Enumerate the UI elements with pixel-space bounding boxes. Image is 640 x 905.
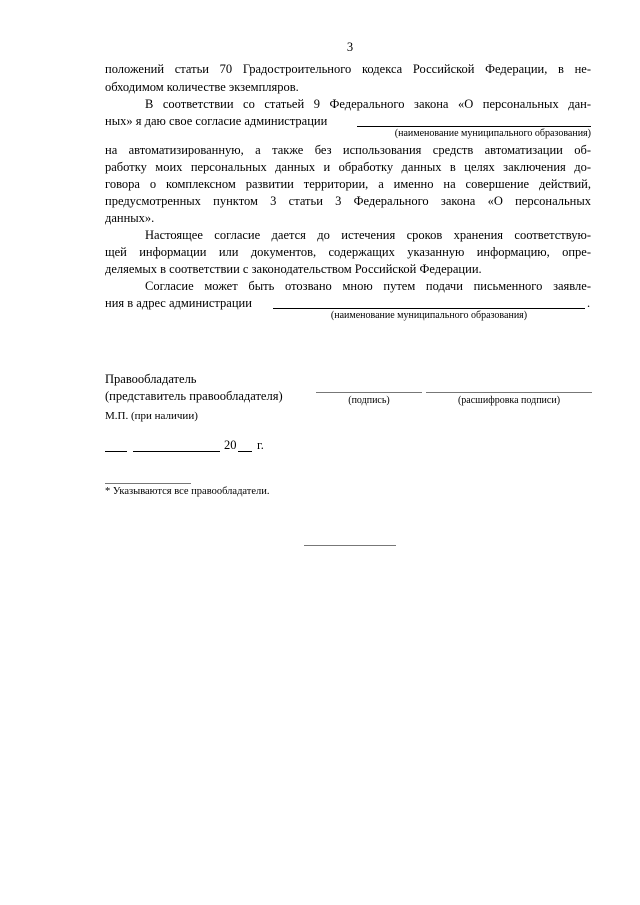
page-number: 3 (346, 40, 354, 54)
para1-line1: положений статьи 70 Градостроительного кодекса Российской Федерации, в не- (105, 62, 591, 76)
administration-name-blank (357, 126, 591, 127)
seal-label: М.П. (при наличии) (105, 410, 198, 422)
para3-line1: Настоящее согласие дается до истечения сроков хранения соответствую- (145, 228, 591, 242)
para2-rest-line1: на автоматизированную, а также без использования средств автоматизации об- (105, 143, 591, 157)
para2-rest-line2: работку моих персональных данных и обработку данных в целях заключения до- (105, 160, 591, 174)
footnote-text: * Указываются все правообладатели. (105, 486, 270, 497)
para2-line1: В соответствии со статьей 9 Федерального закона «О персональных дан- (145, 97, 591, 111)
signature-decode-caption: (расшифровка подписи) (457, 395, 561, 406)
date-year-suffix: г. (257, 438, 264, 452)
para3-line2: щей информации или документов, содержащих указанную информацию, опре- (105, 245, 591, 259)
para4-line1: Согласие может быть отозвано мною путем подачи письменного заявле- (145, 279, 591, 293)
end-separator (304, 545, 396, 546)
date-month-blank (133, 451, 220, 452)
para4-caption: (наименование муниципального образования) (330, 310, 528, 321)
para2-rest-line3: говора о комплексном развитии территории, а именно на совершение действий, (105, 177, 591, 191)
para2-caption: (наименование муниципального образования) (394, 128, 591, 139)
para2-rest-line5: данных». (105, 211, 155, 225)
date-day-blank (105, 451, 127, 452)
rightholder-label: Правообладатель (105, 372, 197, 386)
representative-label: (представитель правообладателя) (105, 389, 283, 403)
para1-line2: обходимом количестве экземпляров. (105, 80, 299, 94)
administration-address-blank (273, 308, 585, 309)
signature-decode-blank (426, 392, 592, 393)
signature-blank (316, 392, 422, 393)
para3-line3: деляемых в соответствии с законодательством Российской Федерации. (105, 262, 482, 276)
para2-line2: ных» я даю свое согласие администрации (105, 114, 328, 128)
para4-line2: ния в адрес администрации (105, 296, 252, 310)
para2-rest-line4: предусмотренных пунктом 3 статьи 3 Федерального закона «О персональных (105, 194, 591, 208)
para4-line2-period: . (587, 296, 591, 310)
signature-caption: (подпись) (348, 395, 390, 406)
footnote-separator (105, 483, 191, 484)
date-year-prefix: 20 (224, 438, 237, 452)
date-year-blank (238, 451, 252, 452)
